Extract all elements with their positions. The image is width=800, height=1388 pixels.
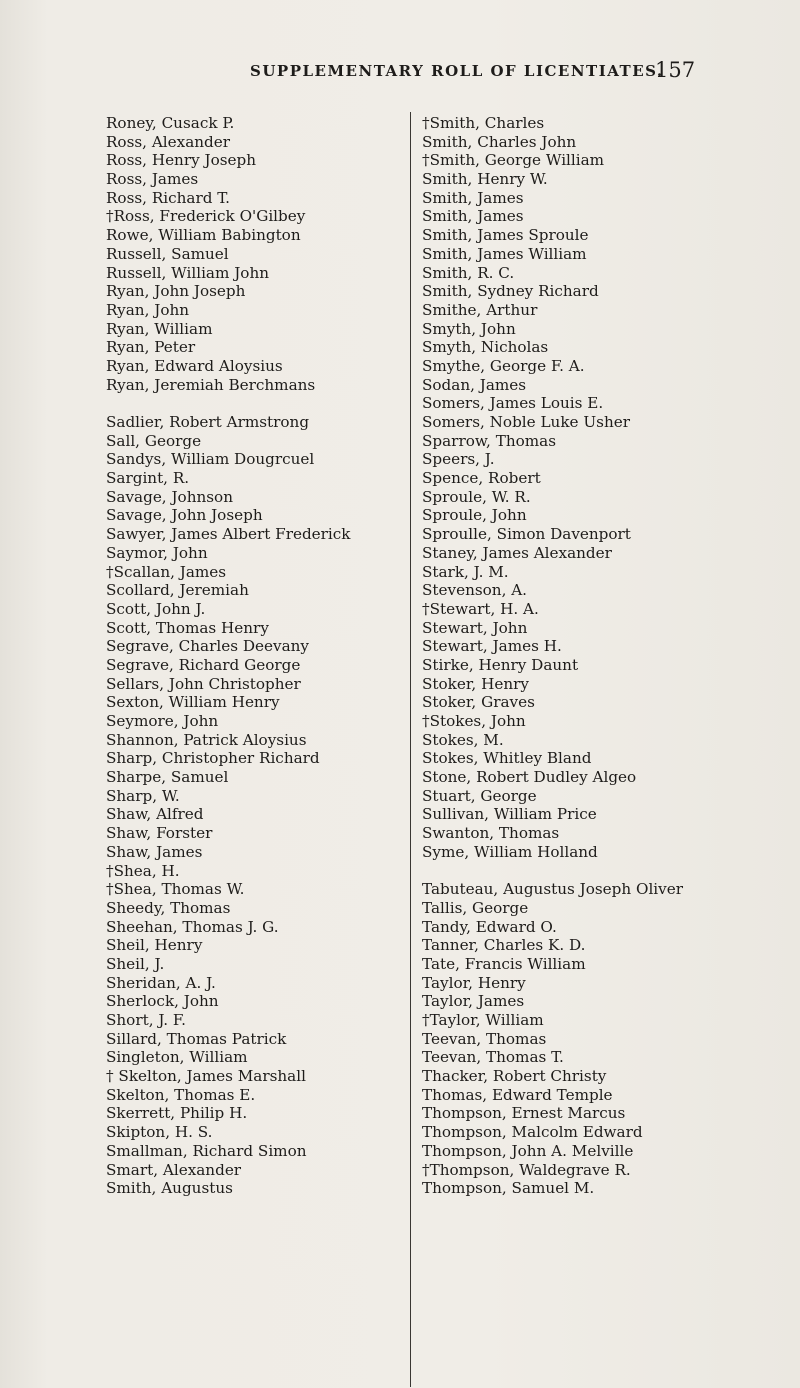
licentiate-entry: Sellars, John Christopher — [106, 674, 301, 693]
licentiate-entry: Smallman, Richard Simon — [106, 1141, 307, 1160]
licentiate-entry: Tanner, Charles K. D. — [422, 936, 586, 955]
right-column — [422, 114, 800, 1217]
licentiate-entry: Taylor, Henry — [422, 973, 526, 992]
right_column-group — [422, 880, 800, 1198]
licentiate-entry: Ross, Alexander — [106, 132, 231, 151]
licentiate-entry: Segrave, Richard George — [106, 655, 301, 674]
licentiate-entry: Smith, Charles John — [422, 132, 577, 151]
licentiate-entry: Singleton, William — [106, 1048, 248, 1067]
licentiate-entry: Sall, George — [106, 431, 202, 450]
licentiate-entry: Sheil, Henry — [106, 936, 203, 955]
licentiate-entry: Ross, Richard T. — [106, 188, 230, 207]
licentiate-entry: Thompson, John A. Melville — [422, 1141, 634, 1160]
licentiate-entry: Seymore, John — [106, 712, 219, 730]
licentiate-entry: Sargint, R. — [106, 469, 190, 488]
licentiate-entry: Sandys, William Dougrcuel — [106, 450, 315, 469]
licentiate-entry: Smith, R. C. — [422, 263, 515, 282]
running-title: SUPPLEMENTARY ROLL OF LICENTIATES. — [250, 62, 664, 80]
licentiate-entry: Staney, James Alexander — [422, 543, 612, 562]
licentiate-entry: Stokes, Whitley Bland — [422, 749, 592, 768]
licentiate-entry: Sproulle, Simon Davenport — [422, 525, 631, 544]
licentiate-entry: † Skelton, James Marshall — [106, 1067, 306, 1086]
licentiate-entry: Teevan, Thomas T. — [422, 1048, 564, 1067]
licentiate-entry: Stewart, John — [422, 618, 528, 637]
licentiate-entry: Sheil, J. — [106, 954, 165, 973]
licentiate-entry: Ryan, Edward Aloysius — [106, 356, 283, 375]
licentiate-entry: Stewart, James H. — [422, 637, 562, 656]
licentiate-entry: Skipton, H. S. — [106, 1123, 213, 1142]
licentiate-entry: Russell, Samuel — [106, 244, 229, 263]
licentiate-entry: Sawyer, James Albert Frederick — [106, 525, 351, 544]
licentiate-entry: Stirke, Henry Daunt — [422, 655, 579, 674]
licentiate-entry: †Ross, Frederick O'Gilbey — [106, 207, 306, 226]
licentiate-entry: Sproule, John — [422, 506, 527, 525]
licentiate-entry: Smith, James Sproule — [422, 226, 589, 245]
licentiate-entry: Sullivan, William Price — [422, 805, 597, 824]
page-number: 157 — [655, 58, 696, 82]
licentiate-entry: Saymor, John — [106, 543, 208, 562]
licentiate-entry: Shaw, James — [106, 842, 203, 861]
licentiate-entry: Thacker, Robert Christy — [422, 1067, 607, 1086]
licentiate-entry: Thompson, Malcolm Edward — [422, 1123, 643, 1142]
licentiate-entry: Thomas, Edward Temple — [422, 1085, 613, 1104]
licentiate-entry: Smyth, Nicholas — [422, 338, 549, 357]
licentiate-entry: Savage, Johnson — [106, 487, 233, 506]
licentiate-entry: Tabuteau, Augustus Joseph Oliver — [422, 880, 683, 899]
licentiate-entry: Stone, Robert Dudley Algeo — [422, 768, 637, 787]
licentiate-entry: Sproule, W. R. — [422, 487, 531, 506]
licentiate-entry: Shaw, Forster — [106, 824, 213, 843]
licentiate-entry: Ryan, John — [106, 300, 190, 319]
licentiate-entry: †Taylor, William — [422, 1011, 544, 1029]
licentiate-entry: Smyth, John — [422, 319, 516, 338]
licentiate-entry: Ryan, Jeremiah Berchmans — [106, 375, 316, 394]
licentiate-entry: Taylor, James — [422, 992, 525, 1011]
licentiate-entry: Tallis, George — [422, 898, 529, 917]
licentiate-entry: Thompson, Ernest Marcus — [422, 1104, 626, 1123]
licentiate-entry: Tandy, Edward O. — [422, 917, 557, 936]
licentiate-entry: Teevan, Thomas — [422, 1029, 547, 1048]
licentiate-entry: Sparrow, Thomas — [422, 431, 557, 450]
licentiate-entry: Sharp, W. — [106, 786, 180, 805]
licentiate-entry: Sodan, James — [422, 375, 527, 394]
licentiate-entry: Smithe, Arthur — [422, 300, 538, 319]
licentiate-entry: Scott, Thomas Henry — [106, 618, 269, 637]
licentiate-entry: Sheehan, Thomas J. G. — [106, 917, 279, 936]
licentiate-entry: †Stokes, John — [422, 712, 526, 730]
licentiate-entry: Syme, William Holland — [422, 842, 598, 861]
licentiate-entry: Tate, Francis William — [422, 954, 586, 973]
licentiate-entry: Savage, John Joseph — [106, 506, 263, 525]
licentiate-entry: Sadlier, Robert Armstrong — [106, 413, 310, 431]
licentiate-entry: Ryan, William — [106, 319, 213, 338]
licentiate-entry: Ross, James — [106, 170, 199, 189]
licentiate-entry: Thompson, Samuel M. — [422, 1179, 595, 1198]
licentiate-entry: Skerrett, Philip H. — [106, 1104, 248, 1123]
licentiate-entry: Smythe, George F. A. — [422, 356, 585, 375]
right_column-group — [422, 114, 800, 862]
licentiate-entry: Swanton, Thomas — [422, 824, 560, 843]
licentiate-entry: Ryan, John Joseph — [106, 282, 246, 301]
licentiate-entry: Stuart, George — [422, 786, 537, 805]
left_column-group — [106, 114, 406, 394]
licentiate-entry: Stevenson, A. — [422, 581, 528, 600]
licentiate-entry: Speers, J. — [422, 450, 495, 469]
licentiate-entry: Roney, Cusack P. — [106, 114, 235, 132]
licentiate-entry: Somers, James Louis E. — [422, 394, 604, 413]
licentiate-entry: Stark, J. M. — [422, 562, 509, 581]
licentiate-entry: Stokes, M. — [422, 730, 504, 749]
licentiate-entry: Smart, Alexander — [106, 1160, 242, 1179]
left-column — [106, 114, 406, 1217]
licentiate-entry: Smith, Sydney Richard — [422, 282, 599, 301]
licentiate-entry: †Shea, H. — [106, 861, 180, 880]
licentiate-entry: Sexton, William Henry — [106, 693, 280, 712]
licentiate-entry: †Stewart, H. A. — [422, 599, 539, 618]
licentiate-entry: Smith, James — [422, 207, 524, 226]
licentiate-entry: †Smith, George William — [422, 151, 605, 170]
licentiate-entry: Sharp, Christopher Richard — [106, 749, 320, 768]
licentiate-entry: Somers, Noble Luke Usher — [422, 413, 630, 431]
licentiate-entry: Shaw, Alfred — [106, 805, 204, 824]
licentiate-entry: Smith, Henry W. — [422, 170, 548, 189]
licentiate-entry: Scollard, Jeremiah — [106, 581, 249, 600]
licentiate-entry: †Smith, Charles — [422, 114, 545, 132]
licentiate-entry: Sheedy, Thomas — [106, 898, 231, 917]
column-divider — [410, 112, 411, 1387]
licentiate-entry: Shannon, Patrick Aloysius — [106, 730, 307, 749]
licentiate-entry: Spence, Robert — [422, 469, 541, 488]
page-header — [0, 58, 800, 92]
licentiate-entry: Sheridan, A. J. — [106, 973, 216, 992]
licentiate-entry: Skelton, Thomas E. — [106, 1085, 256, 1104]
licentiate-entry: Segrave, Charles Deevany — [106, 637, 309, 656]
licentiate-entry: Smith, James — [422, 188, 524, 207]
licentiate-entry: †Scallan, James — [106, 562, 227, 581]
licentiate-entry: Ross, Henry Joseph — [106, 151, 257, 170]
licentiate-entry: Sillard, Thomas Patrick — [106, 1029, 287, 1048]
licentiate-entry: Russell, William John — [106, 263, 270, 282]
licentiate-entry: Sherlock, John — [106, 992, 219, 1011]
left_column-group — [106, 413, 406, 1198]
licentiate-entry: †Shea, Thomas W. — [106, 880, 245, 899]
licentiate-entry: Rowe, William Babington — [106, 226, 301, 245]
licentiate-entry: †Thompson, Waldegrave R. — [422, 1160, 631, 1179]
licentiate-entry: Smith, Augustus — [106, 1179, 233, 1198]
licentiate-entry: Stoker, Graves — [422, 693, 535, 712]
licentiate-entry: Short, J. F. — [106, 1011, 186, 1029]
licentiate-entry: Scott, John J. — [106, 599, 206, 618]
licentiate-entry: Ryan, Peter — [106, 338, 196, 357]
licentiate-entry: Smith, James William — [422, 244, 587, 263]
licentiate-entry: Stoker, Henry — [422, 674, 529, 693]
licentiate-entry: Sharpe, Samuel — [106, 768, 229, 787]
